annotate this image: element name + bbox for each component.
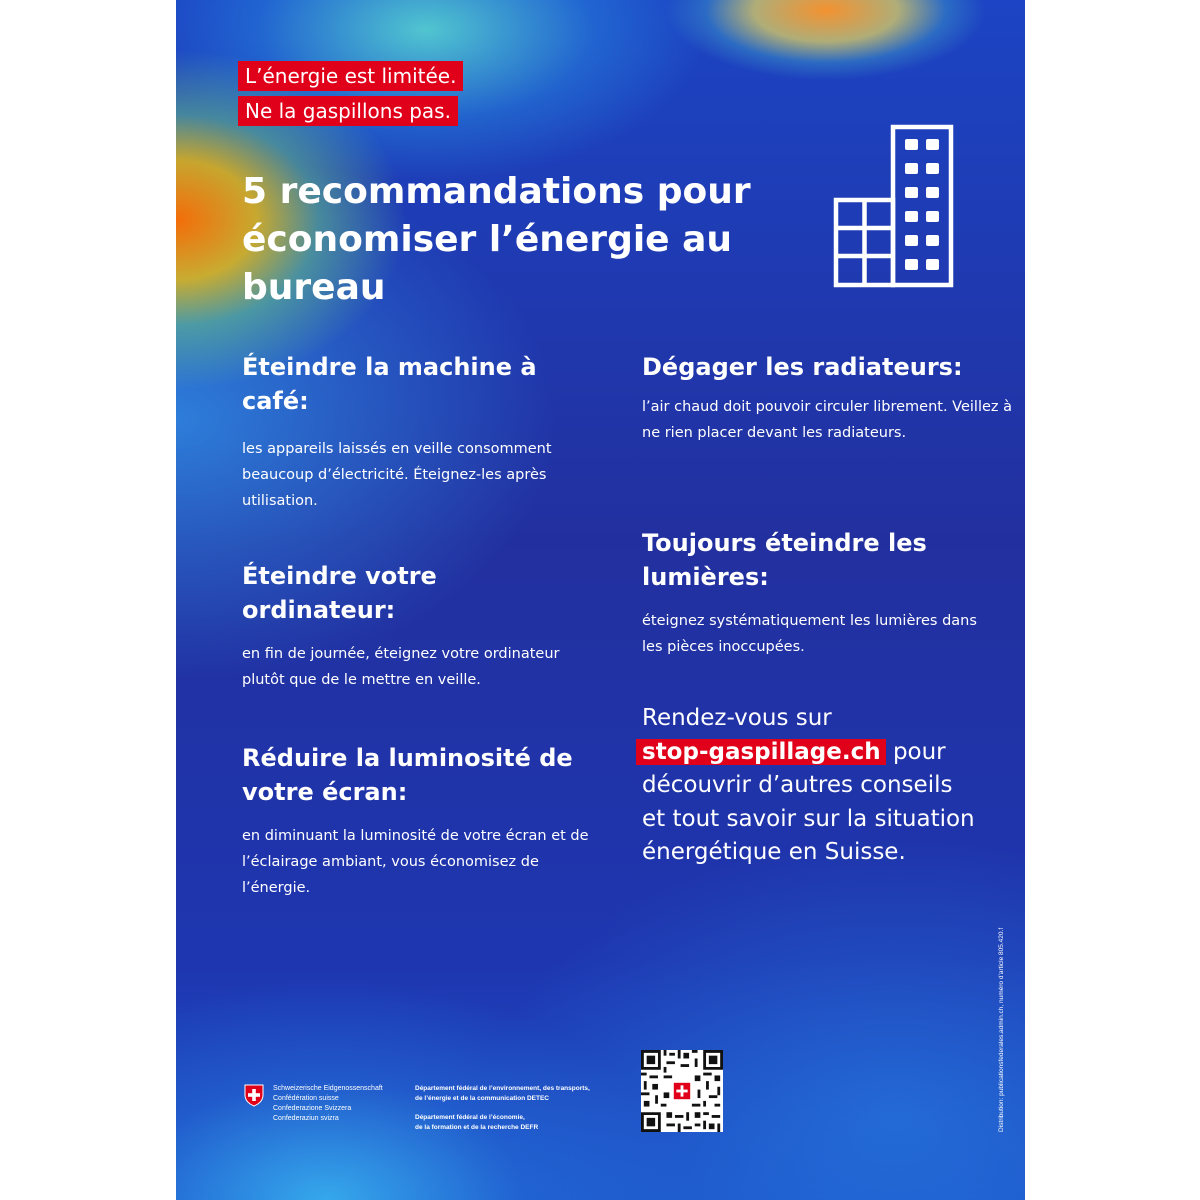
cta-line-3: découvrir d’autres conseils: [642, 772, 953, 798]
recommendation-computer: [242, 559, 592, 693]
confederation-name-de: Schweizerische Eidgenossenschaft: [273, 1085, 383, 1092]
energy-poster: [176, 0, 1025, 1200]
recommendation-text: en fin de journée, éteignez votre ordinateur plutôt que de le mettre en veille.: [242, 646, 560, 688]
recommendation-text: les appareils laissés en veille consomment beaucoup d’électricité. Éteignez-les après utilisation.: [242, 441, 552, 509]
recommendation-text: en diminuant la luminosité de votre écran et de l’éclairage ambiant, vous économisez de l’énergie.: [242, 828, 589, 896]
cta-line-4: et tout savoir sur la situation: [642, 805, 975, 832]
tagline-2: Ne la gaspillons pas.: [238, 96, 458, 126]
website-link[interactable]: stop-gaspillage.ch: [636, 739, 886, 765]
department-defr-line-2: de la formation et de la recherche DEFR: [415, 1123, 539, 1131]
qr-code[interactable]: [641, 1050, 723, 1132]
swiss-crest-icon: [244, 1084, 264, 1107]
recommendation-text: éteignez systématiquement les lumières dans les pièces inoccupées.: [642, 613, 977, 655]
tagline-1: L’énergie est limitée.: [238, 61, 463, 91]
call-to-action: [642, 702, 1012, 870]
recommendation-text: l’air chaud doit pouvoir circuler librement. Veillez à ne rien placer devant les radiateurs.: [642, 399, 1013, 441]
cta-line-1: Rendez-vous sur: [642, 705, 832, 731]
recommendation-title: Éteindre la machine à café:: [242, 353, 537, 415]
department-detec-line-1: Département fédéral de l’environnement, des transports,: [415, 1085, 590, 1092]
confederation-name-fr: Confédération suisse: [273, 1095, 339, 1102]
office-building-icon: [833, 124, 955, 288]
recommendation-title: Éteindre votre ordinateur:: [242, 562, 437, 624]
confederation-name-rm: Confederaziun svizra: [273, 1115, 339, 1122]
recommendation-screen-brightness: [242, 741, 592, 901]
distribution-note: Distribution: publicationsfederales.admin.ch, numéro d’article 805.420.f: [998, 927, 1005, 1132]
recommendation-coffee-machine: [242, 350, 582, 514]
recommendation-lights: [642, 526, 982, 660]
cta-line-5: énergétique en Suisse.: [642, 839, 906, 865]
recommendation-title: Réduire la luminosité de votre écran:: [242, 744, 573, 806]
cta-after-link: pour: [892, 738, 946, 765]
departments: [415, 1084, 635, 1132]
recommendation-radiators: [642, 350, 1012, 446]
department-detec-line-2: de l’énergie et de la communication DETEC: [415, 1094, 550, 1102]
recommendation-title: Toujours éteindre les lumières:: [642, 529, 927, 591]
confederation-name-it: Confederazione Svizzera: [273, 1105, 352, 1112]
recommendation-title: Dégager les radiateurs:: [642, 353, 963, 381]
department-defr-line-1: Département fédéral de l’économie,: [415, 1114, 525, 1121]
cta-link-line: [642, 736, 1012, 770]
page-title: 5 recommandations pour économiser l’énergie au bureau: [242, 171, 751, 308]
